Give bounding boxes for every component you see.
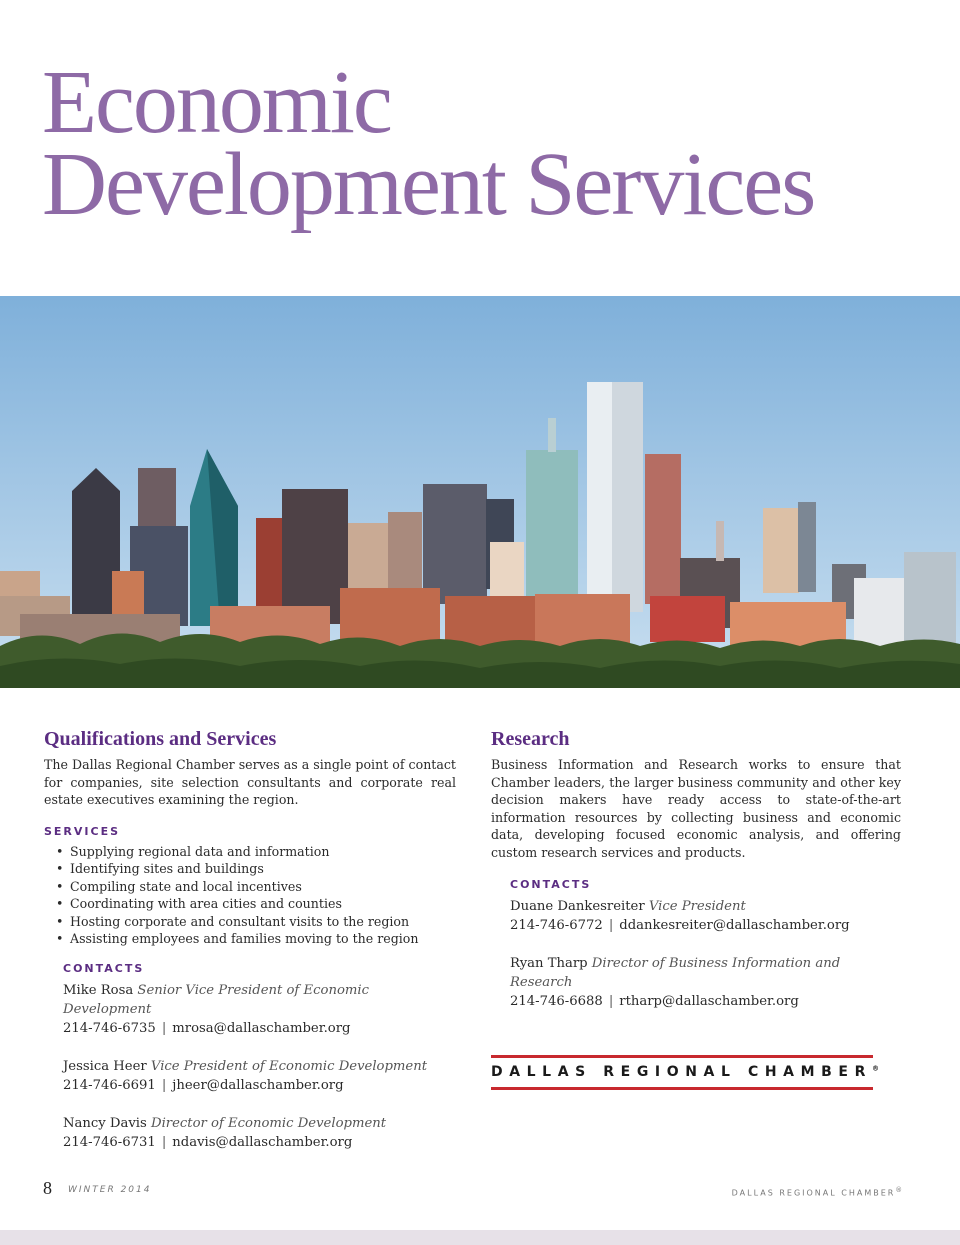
contact-email[interactable]: ndavis@dallaschamber.org (172, 1134, 353, 1150)
page-number: 8 (43, 1178, 52, 1198)
logo-rule-top (491, 1055, 873, 1058)
services-label: SERVICES (44, 824, 121, 838)
contact-name: Duane Dankesreiter (510, 899, 645, 914)
registered-mark: ® (871, 1064, 879, 1073)
issue-season: WINTER 2014 (68, 1185, 152, 1195)
contact-phone: 214-746-6735 (63, 1020, 156, 1036)
logo-rule-bottom (491, 1087, 873, 1090)
contact-phone: 214-746-6772 (510, 918, 603, 933)
contact-role: Vice President of Economic Development (150, 1058, 428, 1074)
contact-card (63, 1114, 456, 1152)
footer-brand-text: DALLAS REGIONAL CHAMBER (731, 1188, 896, 1198)
bottom-strip (0, 1230, 960, 1245)
contact-role: Senior Vice President of Economic Development (63, 982, 370, 1017)
contact-phone: 214-746-6731 (63, 1134, 156, 1150)
list-item: • Coordinating with area cities and counties (56, 895, 456, 913)
separator: | (161, 1077, 167, 1093)
contact-phone: 214-746-6691 (63, 1077, 156, 1093)
contact-email[interactable]: rtharp@dallaschamber.org (619, 994, 799, 1009)
list-item: • Assisting employees and families moving to the region (56, 930, 456, 948)
contact-name: Jessica Heer (63, 1058, 147, 1074)
contact-email[interactable]: jheer@dallaschamber.org (172, 1077, 344, 1093)
qualifications-heading: Qualifications and Services (44, 728, 277, 750)
qualifications-intro: The Dallas Regional Chamber serves as a single point of contact for companies, site selection consultants and corporate real estate executives examining the region. (44, 757, 456, 807)
contact-email[interactable]: mrosa@dallaschamber.org (172, 1020, 351, 1036)
contact-name: Ryan Tharp (510, 956, 588, 971)
contact-email[interactable]: ddankesreiter@dallaschamber.org (619, 918, 850, 933)
chamber-logo (491, 1055, 879, 1090)
separator: | (161, 1134, 167, 1150)
list-item: • Supplying regional data and information (56, 843, 456, 861)
economic-contacts (63, 962, 456, 1152)
list-item: • Compiling state and local incentives (56, 878, 456, 896)
contact-card (63, 981, 456, 1038)
contacts-label: CONTACTS (510, 878, 592, 891)
contact-role: Director of Economic Development (151, 1115, 387, 1131)
contact-name: Mike Rosa (63, 982, 134, 998)
page-title-line-1: Economic (42, 53, 391, 152)
contact-role: Vice President (648, 899, 746, 914)
dallas-skyline-photo (0, 296, 960, 688)
logo-text (491, 1064, 879, 1080)
footer-brand (732, 1186, 904, 1198)
logo-wordmark: DALLAS REGIONAL CHAMBER (491, 1064, 872, 1080)
contact-card (510, 954, 901, 1011)
research-section (491, 728, 901, 1030)
services-list (44, 843, 456, 948)
footer-registered-mark: ® (895, 1186, 904, 1194)
contact-name: Nancy Davis (63, 1115, 147, 1131)
separator: | (608, 918, 614, 933)
research-intro: Business Information and Research works to ensure that Chamber leaders, the larger business community and other key decision makers have ready access to state-of-the-art information resources by collecting business and economic data, developing focused economic analysis, and offering custom research services and products. (491, 757, 901, 860)
contact-role: Director of Business Information and Research (510, 956, 841, 990)
contact-card (510, 897, 901, 935)
research-heading: Research (491, 728, 570, 750)
qualifications-section (44, 728, 456, 1171)
page-title-line-2: Development Services (42, 135, 815, 234)
separator: | (608, 994, 614, 1009)
list-item: • Hosting corporate and consultant visits to the region (56, 913, 456, 931)
list-item: • Identifying sites and buildings (56, 860, 456, 878)
separator: | (161, 1020, 167, 1036)
contact-phone: 214-746-6688 (510, 994, 603, 1009)
research-contacts (510, 878, 901, 1011)
contact-card (63, 1057, 456, 1095)
page-title (42, 53, 922, 234)
contacts-label: CONTACTS (63, 961, 145, 975)
